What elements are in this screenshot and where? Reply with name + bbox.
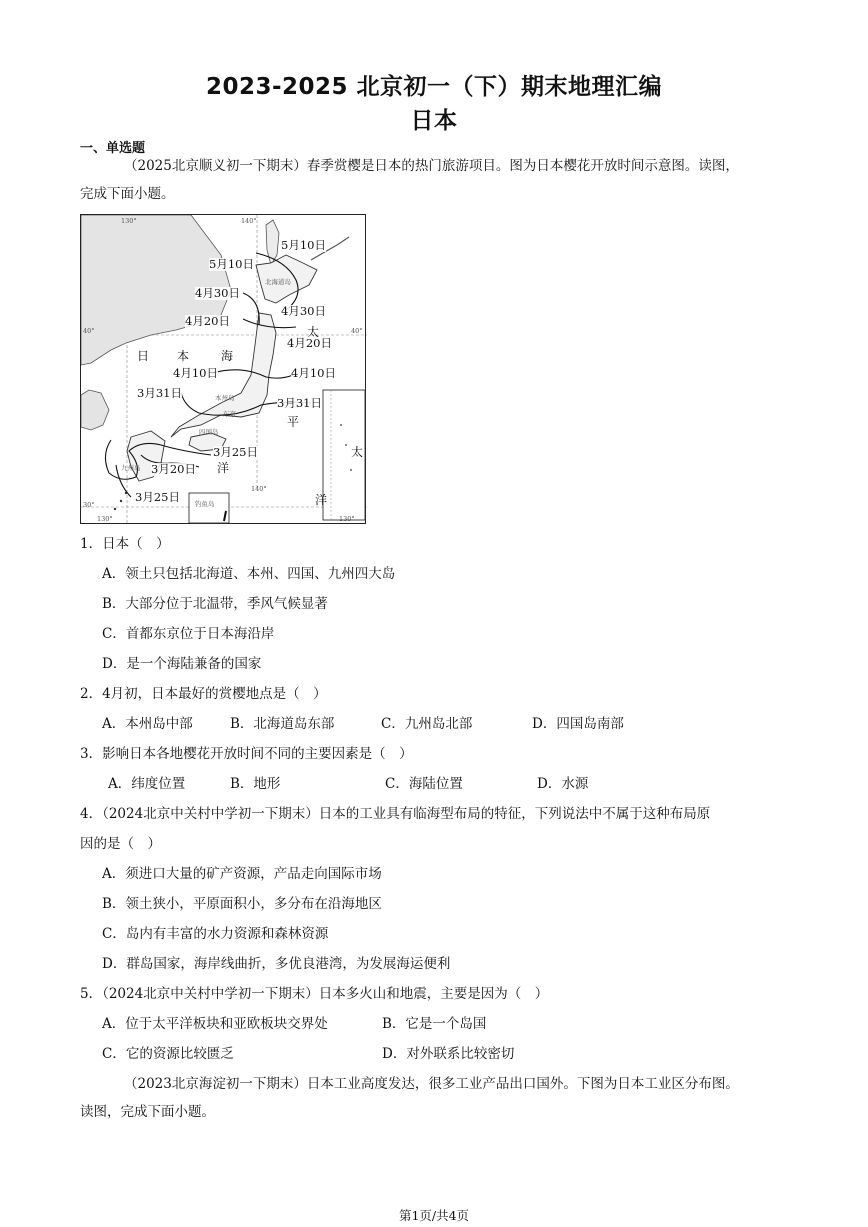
- lon-label: 130°: [339, 515, 355, 523]
- place-label: 四国岛: [199, 428, 219, 436]
- date-label: 4月10日: [173, 366, 218, 380]
- question-5-option-d: D．对外联系比较密切: [382, 1046, 515, 1062]
- sea-label: 洋: [217, 461, 230, 475]
- question-5-option-b: B．它是一个岛国: [382, 1016, 487, 1032]
- question-4-option-a: A．须进口大量的矿产资源，产品走向国际市场: [102, 866, 382, 882]
- lon-label: 130°: [121, 217, 137, 225]
- inset-label: 钓鱼岛: [195, 500, 215, 508]
- question-4-option-d: D．群岛国家，海岸线曲折，多优良港湾，为发展海运便利: [102, 956, 451, 972]
- date-label: 3月25日: [135, 490, 180, 504]
- question-3-option-b: B．地形: [230, 776, 281, 792]
- lat-label: 40°: [351, 327, 363, 335]
- lat-label: 40°: [83, 327, 95, 335]
- sakura-bloom-map: [80, 214, 366, 524]
- question-3-option-a: A．纬度位置: [108, 776, 186, 792]
- place-label: 本州岛: [215, 394, 235, 402]
- date-label: 4月30日: [281, 304, 326, 318]
- lat-label: 30°: [83, 501, 95, 509]
- place-label: 九州岛: [121, 464, 141, 472]
- question-4-stem-line-1: 4．（2024北京中关村中学初一下期末）日本的工业具有临海型布局的特征，下列说法中不属于这种布局原: [80, 806, 711, 822]
- question-4-stem-line-2: 因的是（ ）: [80, 836, 161, 852]
- intro2-line-2: 读图，完成下面小题。: [80, 1104, 215, 1120]
- place-label: 东京: [223, 410, 236, 418]
- date-label: 3月31日: [137, 386, 182, 400]
- question-5-option-a: A．位于太平洋板块和亚欧板块交界处: [102, 1016, 328, 1032]
- date-label: 3月25日: [213, 445, 258, 459]
- question-3-option-c: C．海陆位置: [385, 776, 463, 792]
- sea-label: 平: [287, 415, 300, 429]
- intro-line-1: （2025北京顺义初一下期末）春季赏樱是日本的热门旅游项目。图为日本樱花开放时间示意图。读图，: [124, 158, 739, 174]
- question-1-option-c: C．首都东京位于日本海沿岸: [102, 626, 275, 642]
- question-1-option-d: D．是一个海陆兼备的国家: [102, 656, 262, 672]
- sea-label: 日: [137, 349, 150, 363]
- question-4-option-c: C．岛内有丰富的水力资源和森林资源: [102, 926, 329, 942]
- date-label: 4月20日: [185, 314, 230, 328]
- question-1-stem: 1．日本（ ）: [80, 536, 170, 552]
- date-label: 3月20日: [151, 462, 196, 476]
- question-1-option-a: A．领土只包括北海道、本州、四国、九州四大岛: [102, 566, 396, 582]
- lon-label: 140°: [241, 217, 257, 225]
- date-label: 4月10日: [291, 366, 336, 380]
- question-2-stem: 2．4月初，日本最好的赏樱地点是（ ）: [80, 686, 327, 702]
- section-heading: 一、单选题: [80, 141, 146, 156]
- question-3-option-d: D．水源: [537, 776, 589, 792]
- document-title: 2023-2025 北京初一（下）期末地理汇编: [205, 74, 663, 100]
- lon-label: 130°: [97, 515, 113, 523]
- sea-label: 洋: [315, 493, 328, 507]
- question-1-option-b: B．大部分位于北温带，季风气候显著: [102, 596, 328, 612]
- place-label: 北海道岛: [265, 278, 291, 286]
- question-2-option-b: B．北海道岛东部: [230, 716, 335, 732]
- question-5-option-c: C．它的资源比较匮乏: [102, 1046, 234, 1062]
- intro2-line-1: （2023北京海淀初一下期末）日本工业高度发达，很多工业产品出口国外。下图为日本工业区分布图。: [124, 1076, 739, 1092]
- date-label: 3月31日: [277, 396, 322, 410]
- date-label: 4月30日: [195, 286, 240, 300]
- lon-label: 140°: [251, 485, 267, 493]
- date-label: 4月20日: [287, 336, 332, 350]
- date-label: 5月10日: [281, 238, 326, 252]
- question-2-option-a: A．本州岛中部: [102, 716, 193, 732]
- sea-label: 太: [351, 445, 364, 459]
- question-5-stem: 5．（2024北京中关村中学初一下期末）日本多火山和地震，主要是因为（ ）: [80, 986, 549, 1002]
- question-4-option-b: B．领土狭小，平原面积小，多分布在沿海地区: [102, 896, 382, 912]
- question-2-option-d: D．四国岛南部: [532, 716, 624, 732]
- intro-line-2: 完成下面小题。: [80, 186, 175, 202]
- question-2-option-c: C．九州岛北部: [381, 716, 473, 732]
- date-label: 5月10日: [209, 257, 254, 271]
- sea-label: 太: [307, 325, 320, 339]
- question-3-stem: 3．影响日本各地樱花开放时间不同的主要因素是（ ）: [80, 746, 413, 762]
- sea-label: 海: [221, 349, 234, 363]
- document-subtitle: 日本: [410, 108, 458, 134]
- page-footer: 第1页/共4页: [398, 1208, 470, 1223]
- sea-label: 本: [177, 349, 190, 363]
